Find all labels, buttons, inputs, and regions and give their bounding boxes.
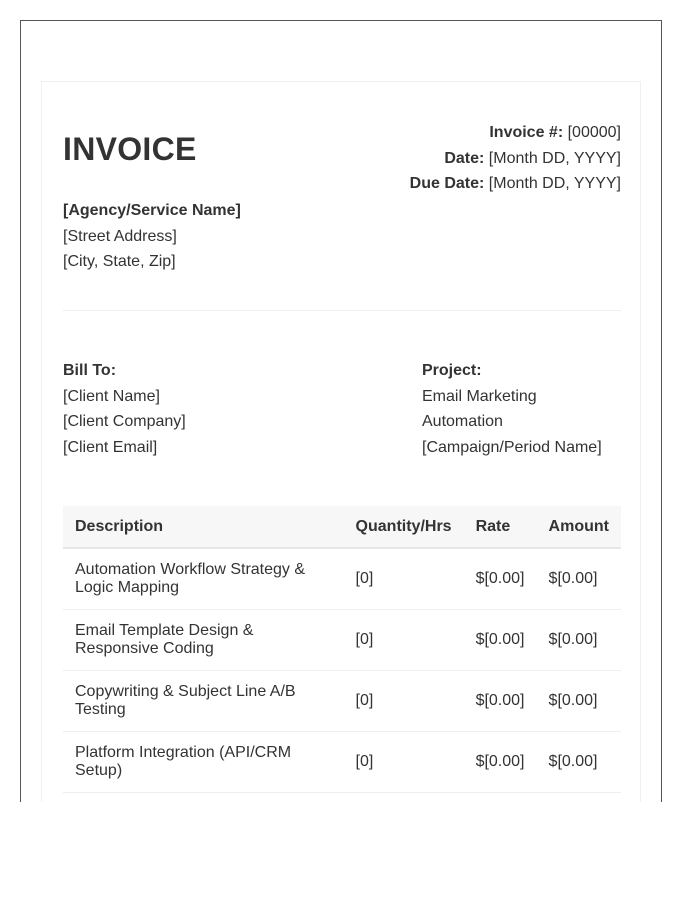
row-quantity: [0] [344,670,464,731]
table-row [63,731,621,792]
header-amount: Amount [537,506,621,548]
bill-to-block [63,358,186,461]
project-name: Email Marketing Automation [422,387,537,431]
row-description: Email Template Design & Responsive Coding [63,609,344,670]
header-rate: Rate [464,506,537,548]
row-amount: $[0.00] [537,548,621,609]
invoice-due-date-label: Due Date: [409,175,485,193]
row-description: Platform Integration (API/CRM Setup) [63,731,344,792]
agency-city: [City, State, Zip] [63,253,176,271]
header-quantity: Quantity/Hrs [344,506,464,548]
client-company: [Client Company] [63,413,186,431]
row-quantity: [0] [344,731,464,792]
invoice-due-date-value: [Month DD, YYYY] [488,175,621,193]
row-amount: $[0.00] [537,670,621,731]
row-description: Copywriting & Subject Line A/B Testing [63,670,344,731]
table-row [63,670,621,731]
agency-street: [Street Address] [63,227,177,245]
invoice-number-label: Invoice #: [489,124,564,141]
table-row [63,609,621,670]
row-rate: $[0.00] [464,670,537,731]
table-header-row [63,506,621,548]
project-period: [Campaign/Period Name] [422,439,602,457]
bill-to-label: Bill To: [63,362,117,379]
header-description: Description [63,506,344,548]
client-email: [Client Email] [63,439,158,457]
row-description: Automation Workflow Strategy & Logic Mapping [63,548,344,609]
invoice-number-value: [00000] [567,124,621,141]
invoice-number-line [410,120,621,146]
row-quantity: [0] [344,548,464,609]
client-name: [Client Name] [63,387,160,405]
agency-address-block [63,198,241,275]
invoice-paper [41,81,641,802]
row-rate: $[0.00] [464,609,537,670]
row-amount: $[0.00] [537,731,621,792]
table-row [63,548,621,609]
project-block [422,358,621,461]
row-amount: $[0.00] [537,609,621,670]
agency-name: [Agency/Service Name] [63,202,241,219]
invoice-date-line [410,146,621,172]
document-frame [20,20,662,802]
invoice-due-date-line [410,171,621,197]
invoice-meta [410,120,621,197]
invoice-date-value: [Month DD, YYYY] [488,149,621,167]
row-quantity: [0] [344,609,464,670]
row-rate: $[0.00] [464,548,537,609]
invoice-title: INVOICE [63,131,197,167]
row-rate: $[0.00] [464,731,537,792]
invoice-date-label: Date: [444,149,485,167]
header-divider [63,310,621,311]
line-items-table [63,506,621,793]
project-label: Project: [422,362,482,379]
